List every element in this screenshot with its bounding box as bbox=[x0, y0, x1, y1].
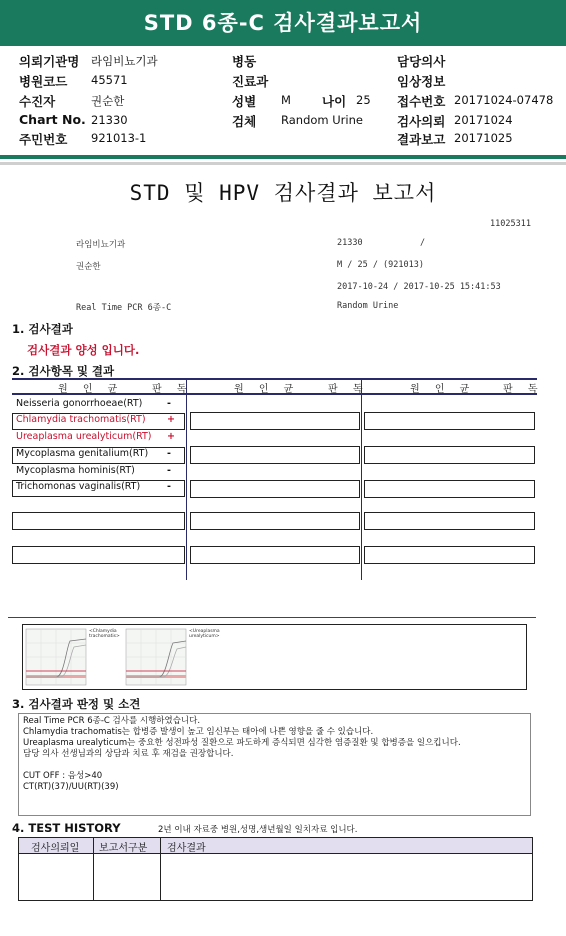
empty-result-box bbox=[364, 512, 535, 530]
slash: / bbox=[420, 238, 426, 248]
table-col-divider-2 bbox=[361, 378, 362, 580]
organism-result: - bbox=[167, 448, 171, 459]
section1-heading: 1. 검사결과 bbox=[12, 322, 73, 336]
empty-result-box bbox=[190, 412, 360, 430]
organism-name: Ureaplasma urealyticum(RT) bbox=[16, 431, 152, 442]
empty-result-box bbox=[364, 546, 535, 564]
header-label: 담당의사 bbox=[397, 54, 446, 69]
history-table bbox=[18, 837, 533, 901]
clinic-name: 라임비뇨기과 bbox=[76, 240, 126, 250]
organism-result: + bbox=[167, 414, 175, 425]
document-number: 11025311 bbox=[490, 219, 531, 229]
empty-result-box bbox=[190, 446, 360, 464]
graph-uu bbox=[126, 629, 186, 685]
header-value: Random Urine bbox=[281, 113, 363, 127]
header-label: 검사의뢰 bbox=[397, 114, 446, 129]
empty-result-box bbox=[364, 480, 535, 498]
result-message: 검사결과 양성 입니다. bbox=[27, 343, 140, 357]
organism-result: - bbox=[167, 465, 171, 476]
document-title: STD 및 HPV 검사결과 보고서 bbox=[129, 181, 437, 205]
organism-result: - bbox=[167, 481, 171, 492]
organism-name: Mycoplasma genitalium(RT) bbox=[16, 448, 149, 459]
header-divider-gray bbox=[0, 162, 566, 165]
graph-ct bbox=[26, 629, 86, 685]
history-col-type: 보고서구분 bbox=[99, 843, 148, 854]
header-label: 결과보고 bbox=[397, 132, 446, 147]
header-label: 나이 bbox=[322, 94, 347, 109]
section4-heading: 4. TEST HISTORY bbox=[12, 821, 121, 835]
section2-heading: 2. 검사항목 및 결과 bbox=[12, 364, 115, 378]
header-value: 20171024-07478 bbox=[454, 93, 554, 107]
organism-name: Trichomonas vaginalis(RT) bbox=[16, 481, 141, 492]
header-value: 21330 bbox=[91, 113, 128, 127]
graph-label-uu: <Ureaplasma urealyticum> bbox=[189, 629, 220, 639]
header-label: 접수번호 bbox=[397, 94, 446, 109]
graph-divider bbox=[8, 617, 536, 618]
header-divider bbox=[0, 155, 566, 159]
table-col-divider-1 bbox=[186, 378, 187, 580]
header-value: 20171024 bbox=[454, 113, 513, 127]
col-result-1: 판 독 bbox=[152, 384, 193, 395]
organism-result: - bbox=[167, 398, 171, 409]
col-result-3: 판 독 bbox=[503, 384, 544, 395]
organism-name: Mycoplasma hominis(RT) bbox=[16, 465, 135, 476]
header-value: 권순한 bbox=[91, 94, 125, 108]
header-value: M bbox=[281, 93, 291, 107]
empty-result-box bbox=[12, 512, 185, 530]
header-label: 의뢰기관명 bbox=[19, 54, 80, 69]
header-label: 임상정보 bbox=[397, 74, 446, 89]
organism-name: Neisseria gonorrhoeae(RT) bbox=[16, 398, 143, 409]
header-label: 병원코드 bbox=[19, 74, 68, 89]
header-value: 25 bbox=[356, 93, 371, 107]
col-result-2: 판 독 bbox=[328, 384, 369, 395]
col-organism-1: 원 인 균 bbox=[58, 384, 124, 395]
sex-age: M / 25 / (921013) bbox=[337, 260, 424, 270]
history-header bbox=[19, 838, 532, 854]
section3-heading: 3. 검사결과 판정 및 소견 bbox=[12, 697, 141, 711]
organism-result: + bbox=[167, 431, 175, 442]
header-value: 45571 bbox=[91, 73, 128, 87]
col-organism-2: 원 인 균 bbox=[234, 384, 300, 395]
header-value: 20171025 bbox=[454, 131, 513, 145]
header-label: 병동 bbox=[232, 54, 257, 69]
empty-result-box bbox=[190, 512, 360, 530]
history-col-divider bbox=[160, 838, 161, 900]
amplification-graphs bbox=[22, 624, 527, 690]
test-name: Real Time PCR 6종-C bbox=[76, 303, 172, 313]
header-label: 진료과 bbox=[232, 74, 269, 89]
graph-label-ct: <Chlamydia trachomatis> bbox=[89, 629, 120, 639]
report-dates: 2017-10-24 / 2017-10-25 15:41:53 bbox=[337, 282, 501, 292]
empty-result-box bbox=[190, 546, 360, 564]
report-title-bar: STD 6종-C 검사결과보고서 bbox=[0, 0, 566, 46]
organism-name: Chlamydia trachomatis(RT) bbox=[16, 414, 146, 425]
history-note: 2년 이내 자료중 병원,성명,생년월일 일치자료 입니다. bbox=[158, 825, 358, 835]
empty-result-box bbox=[364, 446, 535, 464]
patient-name: 권순한 bbox=[76, 262, 101, 272]
header-value: 라임비뇨기과 bbox=[91, 54, 158, 68]
header-label: Chart No. bbox=[19, 112, 86, 127]
history-col-result: 검사결과 bbox=[167, 843, 206, 854]
empty-result-box bbox=[364, 412, 535, 430]
header-label: 성별 bbox=[232, 94, 257, 109]
empty-result-box bbox=[12, 546, 185, 564]
history-col-divider bbox=[93, 838, 94, 900]
opinion-text: Real Time PCR 6종-C 검사를 시행하였습니다. Chlamydia trachomatis는 합병증 발생이 높고 임신부는 태아에 나쁜 영향을 줄 수 있습니다. Ureaplasma urealyticum는 중요한 성전파성 질환으로 파도하게 증식되면 심각한 염증질환 및 합병증을 일으킵니다. 담당 의사 선생님과의 상담과 치료 후 재검을 권장합니다. CUT OFF : 음성>40 CT(RT)(37)/UU(RT)(39) bbox=[18, 713, 531, 816]
chart-number: 21330 bbox=[337, 238, 363, 248]
history-col-date: 검사의뢰일 bbox=[31, 843, 80, 854]
specimen: Random Urine bbox=[337, 301, 399, 311]
header-label: 주민번호 bbox=[19, 132, 68, 147]
header-label: 수진자 bbox=[19, 94, 56, 109]
header-value: 921013-1 bbox=[91, 131, 147, 145]
col-organism-3: 원 인 균 bbox=[410, 384, 476, 395]
header-label: 검체 bbox=[232, 114, 257, 129]
empty-result-box bbox=[190, 480, 360, 498]
